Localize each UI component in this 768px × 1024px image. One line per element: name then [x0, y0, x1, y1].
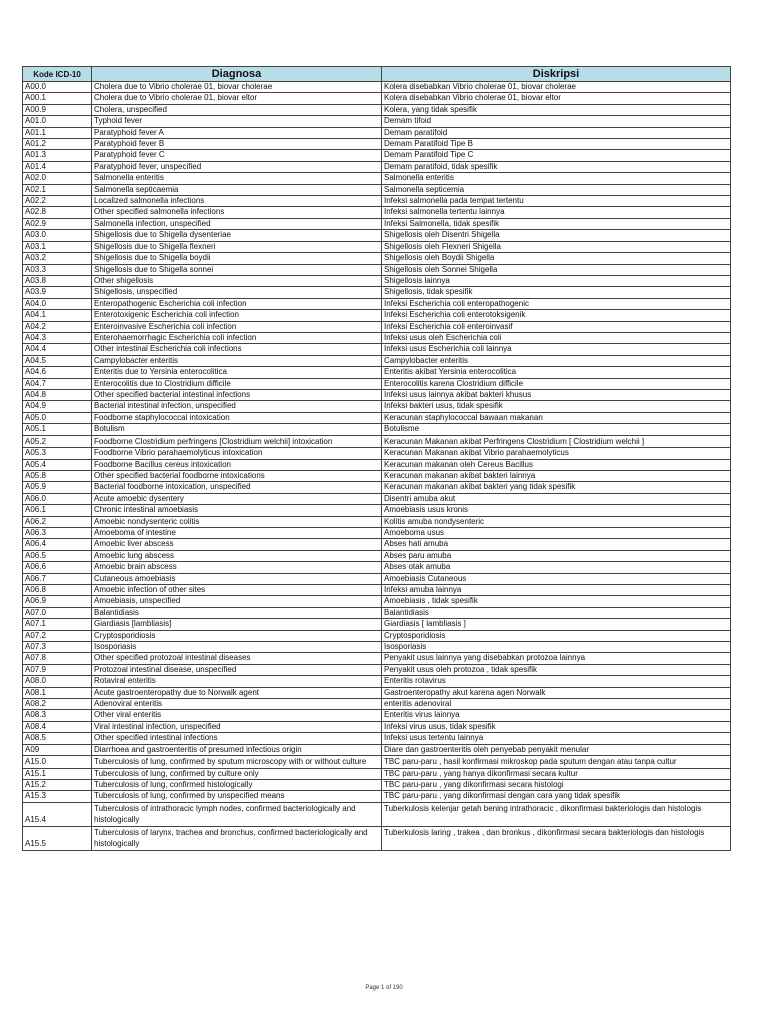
table-row — [23, 116, 731, 127]
cell-diagnosa: Cholera, unspecified — [92, 104, 382, 115]
cell-kode: A03.0 — [23, 230, 92, 241]
cell-diagnosa: Salmonella infection, unspecified — [92, 218, 382, 229]
cell-kode: A05.3 — [23, 448, 92, 459]
cell-diagnosa: Enteroinvasive Escherichia coli infection — [92, 321, 382, 332]
cell-kode: A06.3 — [23, 527, 92, 538]
cell-diskripsi: Shigellosis lainnya — [382, 275, 731, 286]
header-diagnosa: Diagnosa — [92, 67, 382, 82]
cell-kode: A02.2 — [23, 196, 92, 207]
cell-diagnosa: Shigellosis due to Shigella flexneri — [92, 241, 382, 252]
cell-diagnosa: Tuberculosis of intrathoracic lymph nodes, confirmed bacteriologically and histologically — [92, 802, 382, 826]
cell-diskripsi: Diare dan gastroenteritis oleh penyebab penyakit menular — [382, 744, 731, 755]
cell-diskripsi: Abses hati amuba — [382, 539, 731, 550]
cell-diagnosa: Foodborne staphylococcal intoxication — [92, 412, 382, 423]
cell-diskripsi: enteritis adenoviral — [382, 699, 731, 710]
cell-kode: A15.0 — [23, 756, 92, 769]
cell-kode: A04.8 — [23, 389, 92, 400]
table-row — [23, 596, 731, 607]
cell-diagnosa: Tuberculosis of lung, confirmed histologically — [92, 779, 382, 790]
table-row — [23, 733, 731, 744]
cell-diagnosa: Foodborne Bacillus cereus intoxication — [92, 459, 382, 470]
cell-diskripsi: Campylobacter enteritis — [382, 355, 731, 366]
table-row — [23, 173, 731, 184]
cell-diskripsi: Demam paratifoid, tidak spesifik — [382, 161, 731, 172]
table-row — [23, 207, 731, 218]
table-row — [23, 378, 731, 389]
cell-kode: A01.4 — [23, 161, 92, 172]
cell-diskripsi: Abses paru amuba — [382, 550, 731, 561]
table-row — [23, 298, 731, 309]
cell-kode: A04.5 — [23, 355, 92, 366]
cell-kode: A03.1 — [23, 241, 92, 252]
cell-diagnosa: Balantidiasis — [92, 607, 382, 618]
cell-diskripsi: Infeksi amuba lainnya — [382, 584, 731, 595]
cell-kode: A07.0 — [23, 607, 92, 618]
table-row — [23, 756, 731, 769]
cell-diskripsi: Keracunan Makanan akibat Vibrio parahaemolyticus — [382, 448, 731, 459]
cell-kode: A01.1 — [23, 127, 92, 138]
cell-kode: A04.7 — [23, 378, 92, 389]
cell-diskripsi: Infeksi usus lainnya akibat bakteri khusus — [382, 389, 731, 400]
cell-diskripsi: Kolera, yang tidak spesifik — [382, 104, 731, 115]
table-row — [23, 710, 731, 721]
cell-diagnosa: Enterohaemorrhagic Escherichia coli infection — [92, 332, 382, 343]
cell-diagnosa: Other viral enteritis — [92, 710, 382, 721]
cell-kode: A08.2 — [23, 699, 92, 710]
cell-kode: A05.1 — [23, 424, 92, 435]
cell-diagnosa: Tuberculosis of larynx, trachea and bronchus, confirmed bacteriologically and histologically — [92, 826, 382, 850]
cell-kode: A09 — [23, 744, 92, 755]
cell-kode: A06.5 — [23, 550, 92, 561]
cell-kode: A06.6 — [23, 562, 92, 573]
table-row — [23, 642, 731, 653]
cell-kode: A06.1 — [23, 505, 92, 516]
cell-diskripsi: TBC paru-paru , hasil konfirmasi mikroskop pada sputum dengan atau tanpa cultur — [382, 756, 731, 769]
cell-diagnosa: Adenoviral enteritis — [92, 699, 382, 710]
cell-diskripsi: Disentri amuba akut — [382, 493, 731, 504]
cell-diagnosa: Enteropathogenic Escherichia coli infection — [92, 298, 382, 309]
cell-diagnosa: Localized salmonella infections — [92, 196, 382, 207]
cell-diagnosa: Bacterial foodborne intoxication, unspecified — [92, 482, 382, 493]
table-row — [23, 230, 731, 241]
table-row — [23, 802, 731, 826]
cell-kode: A15.2 — [23, 779, 92, 790]
cell-diskripsi: TBC paru-paru , yang hanya dikonfirmasi secara kultur — [382, 768, 731, 779]
table-row — [23, 321, 731, 332]
table-row — [23, 527, 731, 538]
cell-diskripsi: Shigellosis oleh Boydii Shigella — [382, 253, 731, 264]
cell-diagnosa: Enteritis due to Yersinia enterocolitica — [92, 367, 382, 378]
cell-diagnosa: Viral intestinal infection, unspecified — [92, 721, 382, 732]
cell-diskripsi: Enteritis rotavirus — [382, 676, 731, 687]
cell-diagnosa: Amoebic brain abscess — [92, 562, 382, 573]
cell-diskripsi: Cryptosporidiosis — [382, 630, 731, 641]
cell-diskripsi: Salmonella septicemia — [382, 184, 731, 195]
cell-kode: A15.5 — [23, 826, 92, 850]
cell-diagnosa: Tuberculosis of lung, confirmed by unspecified means — [92, 791, 382, 802]
table-row — [23, 687, 731, 698]
cell-kode: A08.1 — [23, 687, 92, 698]
cell-diskripsi: Demam paratifoid — [382, 127, 731, 138]
table-row — [23, 459, 731, 470]
cell-kode: A06.8 — [23, 584, 92, 595]
cell-diskripsi: Botulisme — [382, 424, 731, 435]
cell-diskripsi: Infeksi usus Escherichia coli lainnya — [382, 344, 731, 355]
cell-diskripsi: Enteritis virus lainnya — [382, 710, 731, 721]
cell-diagnosa: Amoebic lung abscess — [92, 550, 382, 561]
cell-diskripsi: Abses otak amuba — [382, 562, 731, 573]
cell-kode: A03.8 — [23, 275, 92, 286]
cell-diagnosa: Acute gastroenteropathy due to Norwalk agent — [92, 687, 382, 698]
cell-kode: A01.2 — [23, 139, 92, 150]
cell-diskripsi: Infeksi salmonella tertentu lainnya — [382, 207, 731, 218]
cell-kode: A15.3 — [23, 791, 92, 802]
table-row — [23, 619, 731, 630]
table-row — [23, 287, 731, 298]
cell-diagnosa: Cholera due to Vibrio cholerae 01, biovar eltor — [92, 93, 382, 104]
cell-diagnosa: Salmonella enteritis — [92, 173, 382, 184]
cell-diskripsi: Amoebiasis usus kronis — [382, 505, 731, 516]
cell-diskripsi: Amoebiasis Cutaneous — [382, 573, 731, 584]
cell-diagnosa: Chronic intestinal amoebiasis — [92, 505, 382, 516]
cell-diagnosa: Shigellosis due to Shigella dysenteriae — [92, 230, 382, 241]
cell-diagnosa: Diarrhoea and gastroenteritis of presumed infectious origin — [92, 744, 382, 755]
cell-diskripsi: Infeksi usus tertentu lainnya — [382, 733, 731, 744]
table-row — [23, 275, 731, 286]
cell-diskripsi: Penyakit usus oleh protozoa , tidak spesifik — [382, 664, 731, 675]
cell-kode: A04.1 — [23, 310, 92, 321]
table-row — [23, 412, 731, 423]
table-row — [23, 150, 731, 161]
cell-diagnosa: Other specified bacterial foodborne intoxications — [92, 470, 382, 481]
table-row — [23, 664, 731, 675]
cell-kode: A03.9 — [23, 287, 92, 298]
cell-diskripsi: Shigellosis oleh Flexneri Shigella — [382, 241, 731, 252]
cell-kode: A02.8 — [23, 207, 92, 218]
table-row — [23, 562, 731, 573]
cell-diagnosa: Botulism — [92, 424, 382, 435]
cell-diagnosa: Other specified intestinal infections — [92, 733, 382, 744]
cell-kode: A06.0 — [23, 493, 92, 504]
cell-diagnosa: Typhoid fever — [92, 116, 382, 127]
table-row — [23, 355, 731, 366]
cell-kode: A03.3 — [23, 264, 92, 275]
cell-diskripsi: Amoeboma usus — [382, 527, 731, 538]
cell-diskripsi: Kolitis amuba nondysenteric — [382, 516, 731, 527]
cell-diskripsi: Penyakit usus lainnya yang disebabkan protozoa lainnya — [382, 653, 731, 664]
cell-diagnosa: Shigellosis due to Shigella sonnei — [92, 264, 382, 275]
cell-diskripsi: Shigellosis oleh Sonnei Shigella — [382, 264, 731, 275]
table-row — [23, 82, 731, 93]
table-row — [23, 744, 731, 755]
cell-diagnosa: Cutaneous amoebiasis — [92, 573, 382, 584]
cell-kode: A02.1 — [23, 184, 92, 195]
cell-diagnosa: Shigellosis, unspecified — [92, 287, 382, 298]
table-row — [23, 448, 731, 459]
icd10-table-container — [22, 66, 730, 851]
cell-diskripsi: Balantidiasis — [382, 607, 731, 618]
cell-diskripsi: TBC paru-paru , yang dikonfirmasi secara histologi — [382, 779, 731, 790]
cell-diagnosa: Shigellosis due to Shigella boydii — [92, 253, 382, 264]
cell-diskripsi: Tuberkulosis laring , trakea , dan bronkus , dikonfirmasi secara bakteriologis dan histologis — [382, 826, 731, 850]
table-row — [23, 699, 731, 710]
cell-kode: A08.5 — [23, 733, 92, 744]
cell-kode: A02.9 — [23, 218, 92, 229]
cell-diagnosa: Paratyphoid fever, unspecified — [92, 161, 382, 172]
table-row — [23, 344, 731, 355]
table-row — [23, 161, 731, 172]
table-row — [23, 493, 731, 504]
cell-kode: A01.3 — [23, 150, 92, 161]
cell-diskripsi: Enteritis akibat Yersinia enterocolitica — [382, 367, 731, 378]
cell-diagnosa: Salmonella septicaemia — [92, 184, 382, 195]
table-row — [23, 401, 731, 412]
cell-kode: A01.0 — [23, 116, 92, 127]
cell-kode: A15.1 — [23, 768, 92, 779]
cell-kode: A04.6 — [23, 367, 92, 378]
table-row — [23, 241, 731, 252]
cell-diagnosa: Enterocolitis due to Clostridium difficile — [92, 378, 382, 389]
cell-diagnosa: Other shigellosis — [92, 275, 382, 286]
cell-diskripsi: Kolera disebabkan Vibrio cholerae 01, biovar eltor — [382, 93, 731, 104]
cell-kode: A00.1 — [23, 93, 92, 104]
table-row — [23, 573, 731, 584]
cell-diagnosa: Amoebic liver abscess — [92, 539, 382, 550]
cell-kode: A04.9 — [23, 401, 92, 412]
page-number: Page 1 of 190 — [365, 985, 403, 991]
table-row — [23, 779, 731, 790]
table-row — [23, 539, 731, 550]
cell-kode: A06.7 — [23, 573, 92, 584]
cell-kode: A00.9 — [23, 104, 92, 115]
cell-kode: A08.3 — [23, 710, 92, 721]
cell-diskripsi: Infeksi Salmonella, tidak spesifik — [382, 218, 731, 229]
cell-diskripsi: TBC paru-paru , yang dikonfirmasi dengan cara yang tidak spesifik — [382, 791, 731, 802]
cell-diskripsi: Shigellosis oleh Disentri Shigella — [382, 230, 731, 241]
cell-diagnosa: Other specified protozoal intestinal diseases — [92, 653, 382, 664]
cell-kode: A07.8 — [23, 653, 92, 664]
cell-diskripsi: Shigellosis, tidak spesifik — [382, 287, 731, 298]
table-row — [23, 630, 731, 641]
table-row — [23, 139, 731, 150]
cell-diagnosa: Giardiasis [lambliasis] — [92, 619, 382, 630]
cell-kode: A04.3 — [23, 332, 92, 343]
cell-diagnosa: Tuberculosis of lung, confirmed by culture only — [92, 768, 382, 779]
cell-diagnosa: Paratyphoid fever B — [92, 139, 382, 150]
table-row — [23, 253, 731, 264]
cell-kode: A06.2 — [23, 516, 92, 527]
cell-diagnosa: Foodborne Clostridium perfringens [Clostridium welchii] intoxication — [92, 435, 382, 448]
cell-diskripsi: Infeksi Escherichia coli enteroinvasif — [382, 321, 731, 332]
cell-diskripsi: Keracunan staphylococcal bawaan makanan — [382, 412, 731, 423]
cell-diagnosa: Protozoal intestinal disease, unspecified — [92, 664, 382, 675]
cell-kode: A00.0 — [23, 82, 92, 93]
table-row — [23, 264, 731, 275]
table-row — [23, 104, 731, 115]
cell-diskripsi: Keracunan makanan akibat bakteri yang tidak spesifik — [382, 482, 731, 493]
cell-kode: A04.4 — [23, 344, 92, 355]
table-row — [23, 310, 731, 321]
cell-diskripsi: Salmonella enteritis — [382, 173, 731, 184]
cell-diskripsi: Keracunan Makanan akibat Perfringens Clostridium [ Clostridium welchii ] — [382, 435, 731, 448]
table-row — [23, 435, 731, 448]
table-row — [23, 332, 731, 343]
cell-diagnosa: Tuberculosis of lung, confirmed by sputum microscopy with or without culture — [92, 756, 382, 769]
cell-diagnosa: Paratyphoid fever C — [92, 150, 382, 161]
cell-diagnosa: Amoeboma of intestine — [92, 527, 382, 538]
cell-diagnosa: Other specified bacterial intestinal infections — [92, 389, 382, 400]
cell-kode: A03.2 — [23, 253, 92, 264]
cell-diskripsi: Infeksi Escherichia coli enteropathogenic — [382, 298, 731, 309]
table-row — [23, 218, 731, 229]
cell-kode: A15.4 — [23, 802, 92, 826]
table-row — [23, 196, 731, 207]
cell-kode: A05.2 — [23, 435, 92, 448]
cell-diagnosa: Bacterial intestinal infection, unspecified — [92, 401, 382, 412]
table-row — [23, 550, 731, 561]
cell-diskripsi: Infeksi salmonella pada tempat tertentu — [382, 196, 731, 207]
cell-diskripsi: Kolera disebabkan Vibrio cholerae 01, biovar cholerae — [382, 82, 731, 93]
cell-diskripsi: Infeksi virus usus, tidak spesifik — [382, 721, 731, 732]
cell-diskripsi: Infeksi Escherichia coli enterotoksigenik — [382, 310, 731, 321]
icd10-table — [22, 66, 731, 851]
table-row — [23, 93, 731, 104]
cell-kode: A04.2 — [23, 321, 92, 332]
table-row — [23, 127, 731, 138]
cell-kode: A05.9 — [23, 482, 92, 493]
cell-kode: A06.9 — [23, 596, 92, 607]
table-row — [23, 367, 731, 378]
cell-diskripsi: Isosporiasis — [382, 642, 731, 653]
cell-kode: A08.4 — [23, 721, 92, 732]
table-header-row — [23, 67, 731, 82]
cell-kode: A07.1 — [23, 619, 92, 630]
cell-diskripsi: Keracunan makanan akibat bakteri lainnya — [382, 470, 731, 481]
cell-diagnosa: Paratyphoid fever A — [92, 127, 382, 138]
cell-kode: A05.8 — [23, 470, 92, 481]
table-row — [23, 721, 731, 732]
cell-kode: A07.2 — [23, 630, 92, 641]
cell-diskripsi: Tuberkulosis kelenjar getah bening intrathoracic , dikonfirmasi bakteriologis dan histologis — [382, 802, 731, 826]
table-row — [23, 791, 731, 802]
cell-diskripsi: Infeksi usus oleh Escherichia coli — [382, 332, 731, 343]
cell-diagnosa: Isosporiasis — [92, 642, 382, 653]
cell-kode: A08.0 — [23, 676, 92, 687]
header-diskripsi: Diskripsi — [382, 67, 731, 82]
table-row — [23, 470, 731, 481]
header-kode: Kode ICD-10 — [23, 67, 92, 82]
cell-diskripsi: Demam Paratifoid Tipe C — [382, 150, 731, 161]
table-row — [23, 424, 731, 435]
table-row — [23, 184, 731, 195]
cell-kode: A07.3 — [23, 642, 92, 653]
cell-diskripsi: Infeksi bakteri usus, tidak spesifik — [382, 401, 731, 412]
cell-kode: A05.4 — [23, 459, 92, 470]
table-row — [23, 676, 731, 687]
cell-diskripsi: Demam Paratifoid Tipe B — [382, 139, 731, 150]
cell-diskripsi: Amoebiasis , tidak spesifik — [382, 596, 731, 607]
cell-diskripsi: Demam tifoid — [382, 116, 731, 127]
cell-diagnosa: Cryptosporidiosis — [92, 630, 382, 641]
cell-diagnosa: Other intestinal Escherichia coli infections — [92, 344, 382, 355]
cell-diskripsi: Keracunan makanan oleh Cereus Bacillus — [382, 459, 731, 470]
table-row — [23, 505, 731, 516]
table-row — [23, 653, 731, 664]
cell-diagnosa: Other specified salmonella infections — [92, 207, 382, 218]
cell-diagnosa: Amoebiasis, unspecified — [92, 596, 382, 607]
cell-diagnosa: Foodborne Vibrio parahaemolyticus intoxication — [92, 448, 382, 459]
cell-kode: A04.0 — [23, 298, 92, 309]
cell-diskripsi: Enterocolitis karena Clostridium difficile — [382, 378, 731, 389]
cell-diagnosa: Amoebic nondysenteric colitis — [92, 516, 382, 527]
table-row — [23, 768, 731, 779]
table-row — [23, 607, 731, 618]
cell-diskripsi: Gastroenteropathy akut karena agen Norwalk — [382, 687, 731, 698]
cell-diskripsi: Giardiasis [ lambliasis ] — [382, 619, 731, 630]
table-row — [23, 584, 731, 595]
table-row — [23, 516, 731, 527]
cell-diagnosa: Acute amoebic dysentery — [92, 493, 382, 504]
cell-diagnosa: Campylobacter enteritis — [92, 355, 382, 366]
cell-diagnosa: Rotaviral enteritis — [92, 676, 382, 687]
cell-kode: A06.4 — [23, 539, 92, 550]
cell-diagnosa: Enterotoxigenic Escherichia coli infection — [92, 310, 382, 321]
table-row — [23, 482, 731, 493]
cell-kode: A07.9 — [23, 664, 92, 675]
cell-diagnosa: Cholera due to Vibrio cholerae 01, biovar cholerae — [92, 82, 382, 93]
table-body — [23, 82, 731, 851]
cell-diagnosa: Amoebic infection of other sites — [92, 584, 382, 595]
cell-kode: A05.0 — [23, 412, 92, 423]
cell-kode: A02.0 — [23, 173, 92, 184]
table-row — [23, 389, 731, 400]
table-row — [23, 826, 731, 850]
